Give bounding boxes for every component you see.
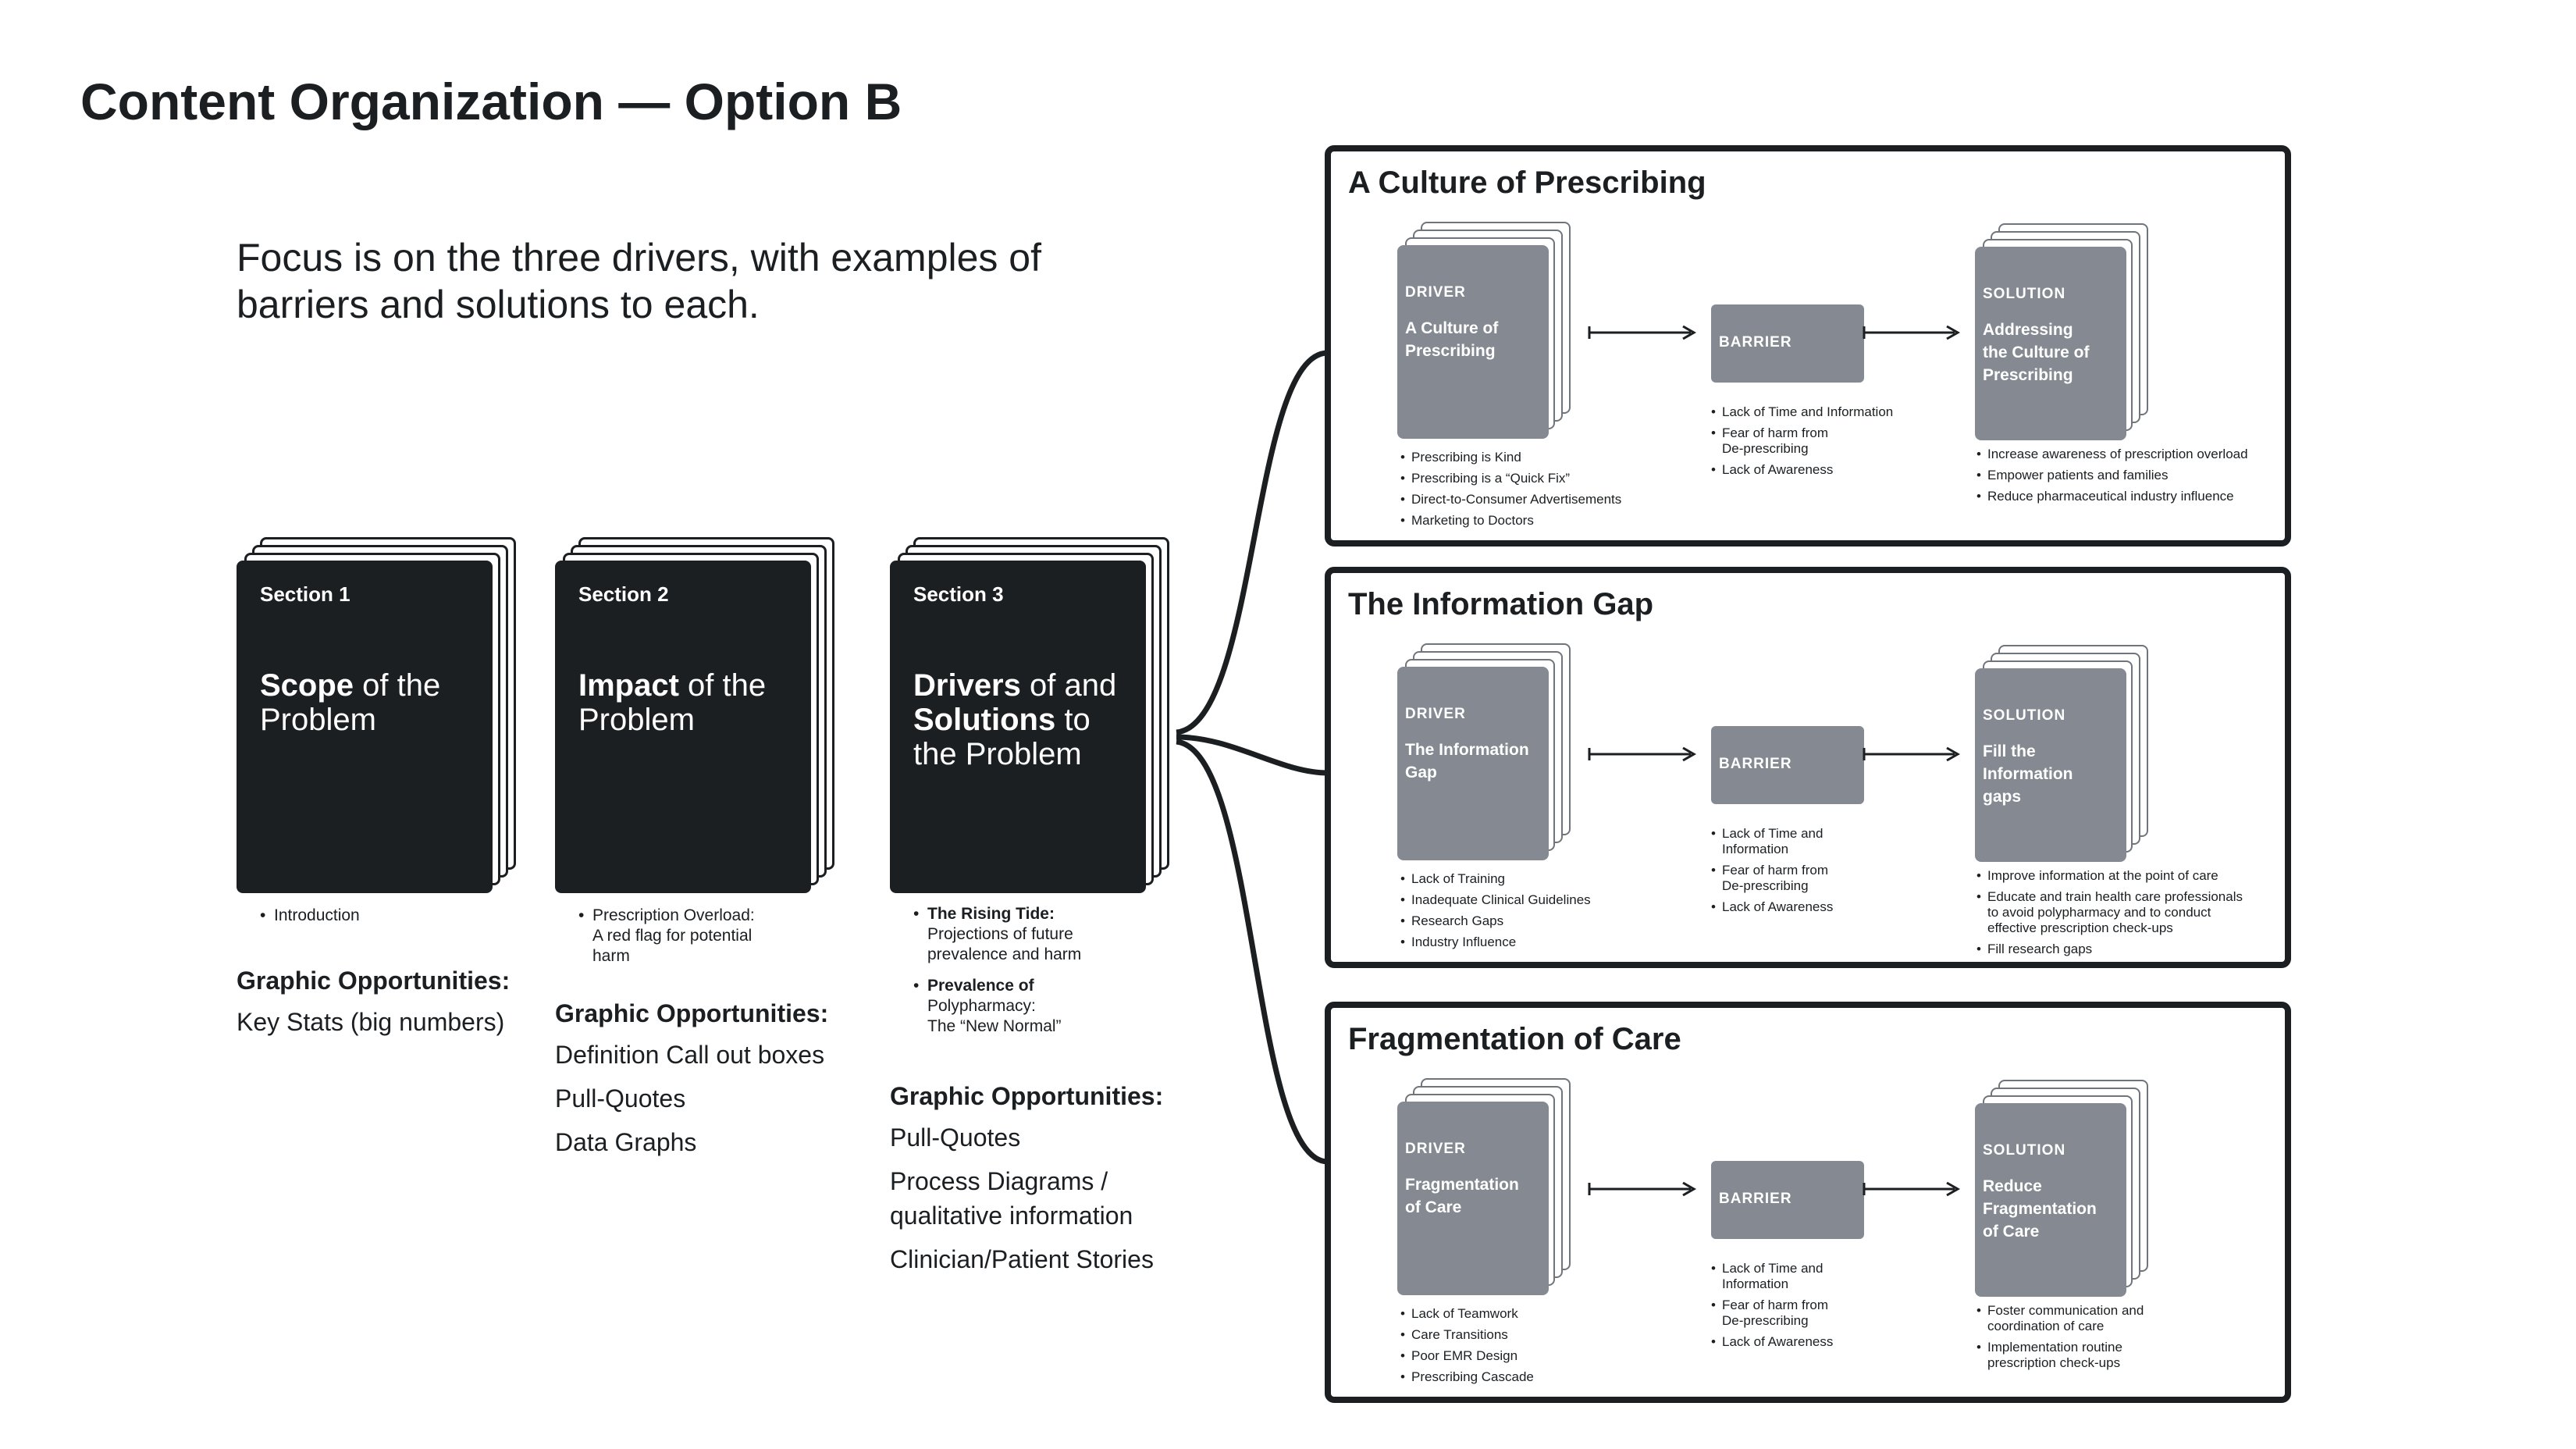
section-title-rest: of the <box>354 668 441 703</box>
graphic-item: Process Diagrams / <box>890 1167 1108 1195</box>
bullet-line: • Introduction <box>274 906 360 924</box>
graphic-heading: Graphic Opportunities: <box>237 967 511 995</box>
driver-tag: DRIVER <box>1405 284 1466 301</box>
bullet-line: • Inadequate Clinical Guidelines <box>1411 892 1591 907</box>
bullet-line: • Educate and train health care professionals <box>1987 889 2243 904</box>
bullet-line: • Fear of harm from <box>1722 863 1829 878</box>
solution-tag: SOLUTION <box>1983 1142 2066 1159</box>
bullet-line: • Direct-to-Consumer Advertisements <box>1411 492 1622 507</box>
driver-title-line: of Care <box>1405 1198 1462 1216</box>
section-title-bold: Scope <box>260 668 354 703</box>
driver-tag: DRIVER <box>1405 706 1466 722</box>
bullet-line: • Lack of Awareness <box>1722 899 1834 914</box>
bullet-line: • Prescribing is a “Quick Fix” <box>1411 471 1571 486</box>
bullet-list <box>1711 1261 1833 1355</box>
bullet-line: • Industry Influence <box>1411 935 1517 949</box>
bullet-line: • Lack of Awareness <box>1722 462 1834 477</box>
intro-line: barriers and solutions to each. <box>237 283 760 326</box>
graphic-item: qualitative information <box>890 1202 1133 1230</box>
bullet-line: • Implementation routine <box>1987 1340 2122 1355</box>
solution-title-line: Fill the <box>1983 742 2036 760</box>
bullet-line: De-prescribing <box>1722 441 1809 456</box>
panel-title: The Information Gap <box>1348 587 1654 621</box>
bullet-line: • Prescription Overload: <box>592 906 755 924</box>
section-label: Section 3 <box>913 582 1004 606</box>
graphic-item: Data Graphs <box>555 1128 697 1156</box>
bullet-line: • The Rising Tide: <box>927 905 1055 923</box>
bullet-line: De-prescribing <box>1722 878 1809 893</box>
graphic-heading: Graphic Opportunities: <box>890 1082 1164 1110</box>
section-title-rest: Problem <box>260 703 376 737</box>
bullet-line: • Prescribing is Kind <box>1411 450 1521 465</box>
bullet-line: Polypharmacy: <box>927 997 1036 1015</box>
solution-title-line: gaps <box>1983 788 2022 806</box>
driver-title-line: The Information <box>1405 741 1529 759</box>
bullet-line: • Lack of Teamwork <box>1411 1306 1518 1321</box>
bullet-line: • Fear of harm from <box>1722 425 1829 440</box>
section-title-bold: Solutions <box>913 703 1056 737</box>
graphic-item: Pull-Quotes <box>890 1123 1021 1152</box>
graphic-heading: Graphic Opportunities: <box>555 999 829 1027</box>
bullet-item <box>1400 1306 1534 1322</box>
bullet-line: • Prevalence of <box>927 977 1034 995</box>
barrier-tag: BARRIER <box>1719 334 1792 351</box>
bullet-line: • Lack of Time and <box>1722 826 1823 841</box>
bullet-line: A red flag for potential <box>592 927 753 945</box>
bullet-item <box>1711 1298 1833 1329</box>
solution-title-line: Fragmentation <box>1983 1200 2097 1218</box>
section-title-bold: Drivers <box>913 668 1021 703</box>
solution-title-line: Information <box>1983 765 2073 783</box>
bullet-line: • Empower patients and families <box>1987 468 2169 482</box>
section-title-rest: to <box>1055 703 1091 737</box>
intro-line: Focus is on the three drivers, with examples of <box>237 236 1042 279</box>
solution-title-line: the Culture of <box>1983 344 2090 361</box>
bullet-line: • Reduce pharmaceutical industry influence <box>1987 489 2234 504</box>
solution-tag: SOLUTION <box>1983 286 2066 302</box>
section-title-bold: Impact <box>578 668 679 703</box>
bullet-item <box>1711 1334 1833 1350</box>
section-label: Section 1 <box>260 582 350 606</box>
driver-title-line: A Culture of <box>1405 319 1499 337</box>
arrow-driver-to-barrier <box>1589 1183 1694 1195</box>
arrow-barrier-to-solution <box>1864 1183 1958 1195</box>
bullet-line: • Poor EMR Design <box>1411 1348 1518 1363</box>
bullet-item <box>1976 1340 2144 1371</box>
solution-title-line: Reduce <box>1983 1177 2042 1195</box>
bullet-line: • Marketing to Doctors <box>1411 513 1534 528</box>
section-title-rest: Problem <box>578 703 695 737</box>
bullet-item <box>1976 1303 2144 1334</box>
solution-title-line: Addressing <box>1983 321 2073 339</box>
bullet-line: coordination of care <box>1987 1319 2105 1333</box>
section-label: Section 2 <box>578 582 669 606</box>
panel-title: Fragmentation of Care <box>1348 1022 1681 1056</box>
bullet-line: • Lack of Time and <box>1722 1261 1823 1276</box>
driver-title-line: Prescribing <box>1405 342 1496 360</box>
bullet-line: • Care Transitions <box>1411 1327 1508 1342</box>
bullet-line: • Foster communication and <box>1987 1303 2144 1318</box>
bullet-line: • Prescribing Cascade <box>1411 1369 1534 1384</box>
bullet-line: • Fill research gaps <box>1987 942 2093 956</box>
bullet-line: • Improve information at the point of care <box>1987 868 2218 883</box>
driver-title-line: Fragmentation <box>1405 1176 1519 1194</box>
bullet-list <box>1976 1303 2144 1376</box>
bullet-line: The “New Normal” <box>927 1017 1062 1035</box>
section-title-rest: the Problem <box>913 737 1082 771</box>
bullet-item <box>1711 1261 1833 1292</box>
graphic-item: Definition Call out boxes <box>555 1041 825 1069</box>
bullet-line: prescription check-ups <box>1987 1355 2121 1370</box>
panel-title: A Culture of Prescribing <box>1348 166 1706 200</box>
bullet-line: to avoid polypharmacy and to conduct <box>1987 905 2211 920</box>
solution-title-line: Prescribing <box>1983 366 2073 384</box>
bullet-line: • Research Gaps <box>1411 913 1504 928</box>
section-title-rest: of the <box>678 668 767 703</box>
bullet-line: • Lack of Awareness <box>1722 1334 1834 1349</box>
bullet-line: harm <box>592 947 630 965</box>
graphic-item: Pull-Quotes <box>555 1084 686 1113</box>
barrier-tag: BARRIER <box>1719 756 1792 772</box>
bullet-line: • Lack of Time and Information <box>1722 404 1894 419</box>
bullet-line: effective prescription check-ups <box>1987 920 2173 935</box>
barrier-tag: BARRIER <box>1719 1191 1792 1207</box>
section-title-rest: of and <box>1020 668 1117 703</box>
bullet-line: • Fear of harm from <box>1722 1298 1829 1312</box>
bullet-line: Information <box>1722 842 1789 856</box>
driver-title-line: Gap <box>1405 764 1437 781</box>
bullet-list <box>1400 1306 1534 1390</box>
bullet-line: prevalence and harm <box>927 945 1082 963</box>
page-title: Content Organization — Option B <box>80 73 902 130</box>
graphic-item: Key Stats (big numbers) <box>237 1008 505 1036</box>
bullet-item <box>1400 1348 1534 1364</box>
graphic-item: Clinician/Patient Stories <box>890 1245 1154 1273</box>
driver-tag: DRIVER <box>1405 1141 1466 1157</box>
bullet-line: • Lack of Training <box>1411 871 1506 886</box>
bullet-line: • Increase awareness of prescription overload <box>1987 447 2248 461</box>
bullet-line: De-prescribing <box>1722 1313 1809 1328</box>
solution-tag: SOLUTION <box>1983 707 2066 724</box>
bullet-line: Information <box>1722 1276 1789 1291</box>
bullet-item <box>1400 1327 1534 1343</box>
bullet-item <box>1400 1369 1534 1385</box>
solution-title-line: of Care <box>1983 1223 2040 1241</box>
bullet-line: Projections of future <box>927 925 1073 943</box>
